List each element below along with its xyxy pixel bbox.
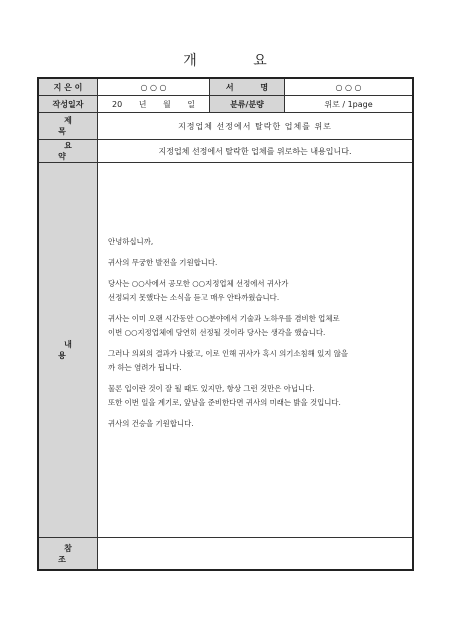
- paragraph-gap: [108, 375, 402, 382]
- summary-form-table: [38, 78, 413, 570]
- content-body: [98, 163, 413, 538]
- paragraph-gap: [108, 249, 402, 256]
- paragraph-gap: [108, 305, 402, 312]
- date-label: 작성일자: [39, 96, 98, 113]
- author-label: 지 은 이: [39, 79, 98, 96]
- content-line: 선정되지 못했다는 소식을 듣고 매우 안타까웠습니다.: [108, 293, 280, 302]
- author-row: [39, 79, 413, 96]
- reference-row: [39, 538, 413, 570]
- summary-row: [39, 140, 413, 163]
- paragraph-gap: [108, 340, 402, 347]
- subject-value: 지정업체 선정에서 탈락한 업체를 위로: [98, 113, 413, 140]
- author-value: ○ ○ ○: [98, 79, 210, 96]
- content-line: 안녕하십니까,: [108, 237, 154, 246]
- paragraph-gap: [108, 410, 402, 417]
- content-line: 물론 입이란 것이 잘 될 때도 있지만, 항상 그런 것만은 아닙니다.: [108, 384, 315, 393]
- content-line: 귀사의 무궁한 발전을 기원합니다.: [108, 258, 218, 267]
- signature-value: ○ ○ ○: [285, 79, 413, 96]
- reference-label: 참 조: [39, 538, 98, 570]
- content-paragraphs: [108, 235, 402, 431]
- content-line: 귀사의 건승을 기원합니다.: [108, 419, 194, 428]
- content-line: 또한 이번 일을 계기로, 앞날을 준비한다면 귀사의 미래는 밝을 것입니다.: [108, 398, 341, 407]
- content-row: [39, 163, 413, 538]
- summary-value: 지정업체 선정에서 탈락한 업체를 위로하는 내용입니다.: [98, 140, 413, 163]
- signature-label: 서 명: [210, 79, 285, 96]
- summary-label: 요 약: [39, 140, 98, 163]
- content-label: 내 용: [39, 163, 98, 538]
- paragraph-gap: [108, 270, 402, 277]
- content-line: 당사는 ○○사에서 공모한 ○○지정업체 선정에서 귀사가: [108, 279, 289, 288]
- date-row: [39, 96, 413, 113]
- category-value: 위로 / 1page: [285, 96, 413, 113]
- subject-label: 제 목: [39, 113, 98, 140]
- content-line: 까 하는 염려가 됩니다.: [108, 363, 182, 372]
- date-value: 20 년 월 일: [98, 96, 210, 113]
- document-title: 개 요: [183, 53, 293, 69]
- content-line: 그러나 의외의 결과가 나왔고, 이로 인해 귀사가 혹시 의기소침해 있지 않을: [108, 349, 349, 358]
- content-line: 귀사는 이미 오랜 시간동안 ○○분야에서 기술과 노하우를 겸비한 업체로: [108, 314, 340, 323]
- category-label: 분류/분량: [210, 96, 285, 113]
- subject-row: [39, 113, 413, 140]
- content-line: 이번 ○○지정업체에 당연히 선정될 것이라 당사는 생각을 했습니다.: [108, 328, 326, 337]
- reference-value: [98, 538, 413, 570]
